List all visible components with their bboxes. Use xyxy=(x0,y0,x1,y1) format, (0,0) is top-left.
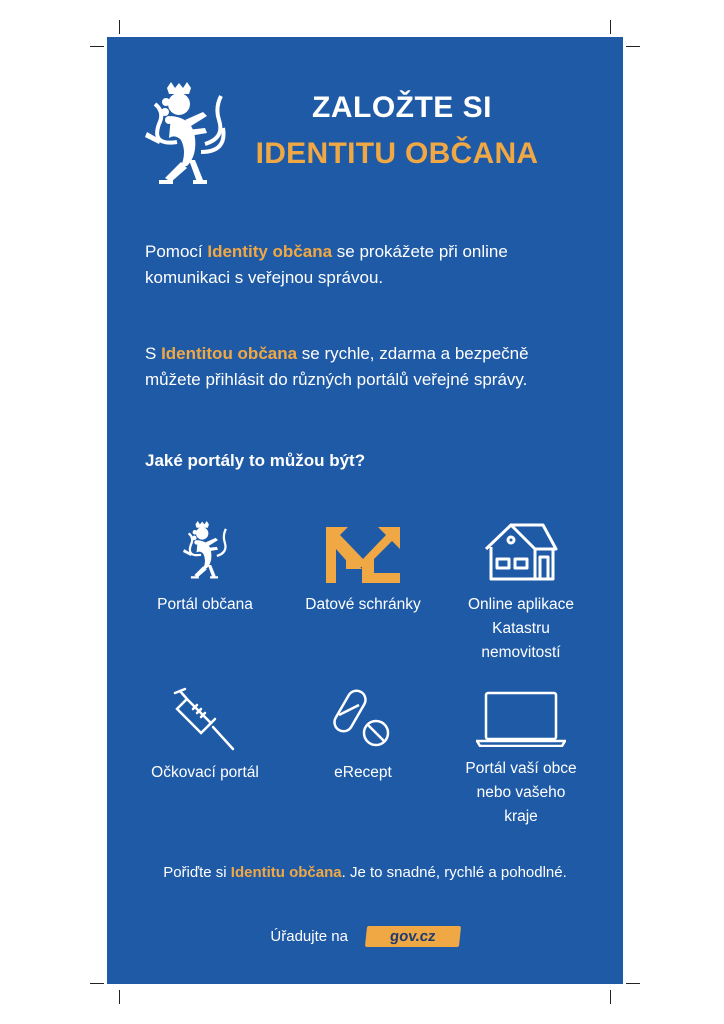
portal-label xyxy=(283,593,443,617)
title-line-1: ZALOŽTE SI xyxy=(312,91,492,124)
portal-label-line: kraje xyxy=(504,808,538,825)
portal-label-line: eRecept xyxy=(334,764,392,781)
highlight-text: Identitu občana xyxy=(230,864,342,881)
house-icon xyxy=(483,521,559,583)
syringe-icon xyxy=(173,687,237,751)
paragraph-text: se rychle, zdarma a bezpečně xyxy=(297,344,529,363)
crop-mark xyxy=(119,990,120,1004)
closing-text: . Je to snadné, rychlé a pohodlné. xyxy=(341,864,567,881)
title-line-2: IDENTITU OBČANA xyxy=(255,137,539,170)
paragraph-text: S xyxy=(145,344,162,363)
footer xyxy=(107,926,623,947)
portals-question: Jaké portály to můžou být? xyxy=(145,451,366,470)
pills-icon xyxy=(331,687,395,751)
portal-tile-ockovaci xyxy=(125,687,285,785)
highlight-text: Identity občana xyxy=(207,242,333,261)
closing-line xyxy=(107,864,623,881)
paragraph-text: můžete přihlásit do různých portálů veřejné správy. xyxy=(145,370,528,389)
flyer-panel xyxy=(107,37,623,984)
closing-text: Pořiďte si xyxy=(163,864,231,881)
highlight-text: Identitou občana xyxy=(161,344,298,363)
portal-label xyxy=(125,761,285,785)
czech-lion-icon xyxy=(177,521,233,583)
laptop-icon xyxy=(476,691,566,747)
portal-label-line: Portál občana xyxy=(157,596,253,613)
portal-tile-datove-schranky xyxy=(283,527,443,617)
crop-mark xyxy=(90,983,104,984)
crop-mark xyxy=(610,20,611,34)
crop-mark xyxy=(119,20,120,34)
portal-label-line: nebo vašeho xyxy=(476,784,566,801)
datove-schranky-arrows-icon xyxy=(326,527,400,583)
portal-label-line: Očkovací portál xyxy=(151,764,259,781)
portal-tile-obec xyxy=(441,691,601,829)
crop-mark xyxy=(90,46,104,47)
czech-lion-icon xyxy=(141,82,227,192)
portal-label-line: Katastru xyxy=(492,620,550,637)
paragraph-text: komunikaci s veřejnou správou. xyxy=(145,268,384,287)
portal-label-line: nemovitostí xyxy=(481,644,561,661)
portal-tile-erecept xyxy=(283,687,443,785)
portal-label xyxy=(283,761,443,785)
portal-label xyxy=(125,593,285,617)
footer-text: Úřadujte na xyxy=(270,928,348,945)
paragraph-text: Pomocí xyxy=(145,242,208,261)
gov-cz-link[interactable]: gov.cz xyxy=(365,926,461,947)
portal-label-line: Portál vaší obce xyxy=(465,760,577,777)
portal-tile-katastr xyxy=(441,521,601,665)
portal-label-line: Datové schránky xyxy=(305,596,421,613)
crop-mark xyxy=(610,990,611,1004)
paragraph-text: se prokážete při online xyxy=(332,242,508,261)
benefit-paragraph xyxy=(145,341,585,393)
portal-label xyxy=(441,757,601,829)
crop-mark xyxy=(626,46,640,47)
crop-mark xyxy=(626,983,640,984)
portal-label xyxy=(441,593,601,665)
portal-tile-portal-obcana xyxy=(125,521,285,617)
portal-label-line: Online aplikace xyxy=(468,596,574,613)
intro-paragraph xyxy=(145,239,585,291)
